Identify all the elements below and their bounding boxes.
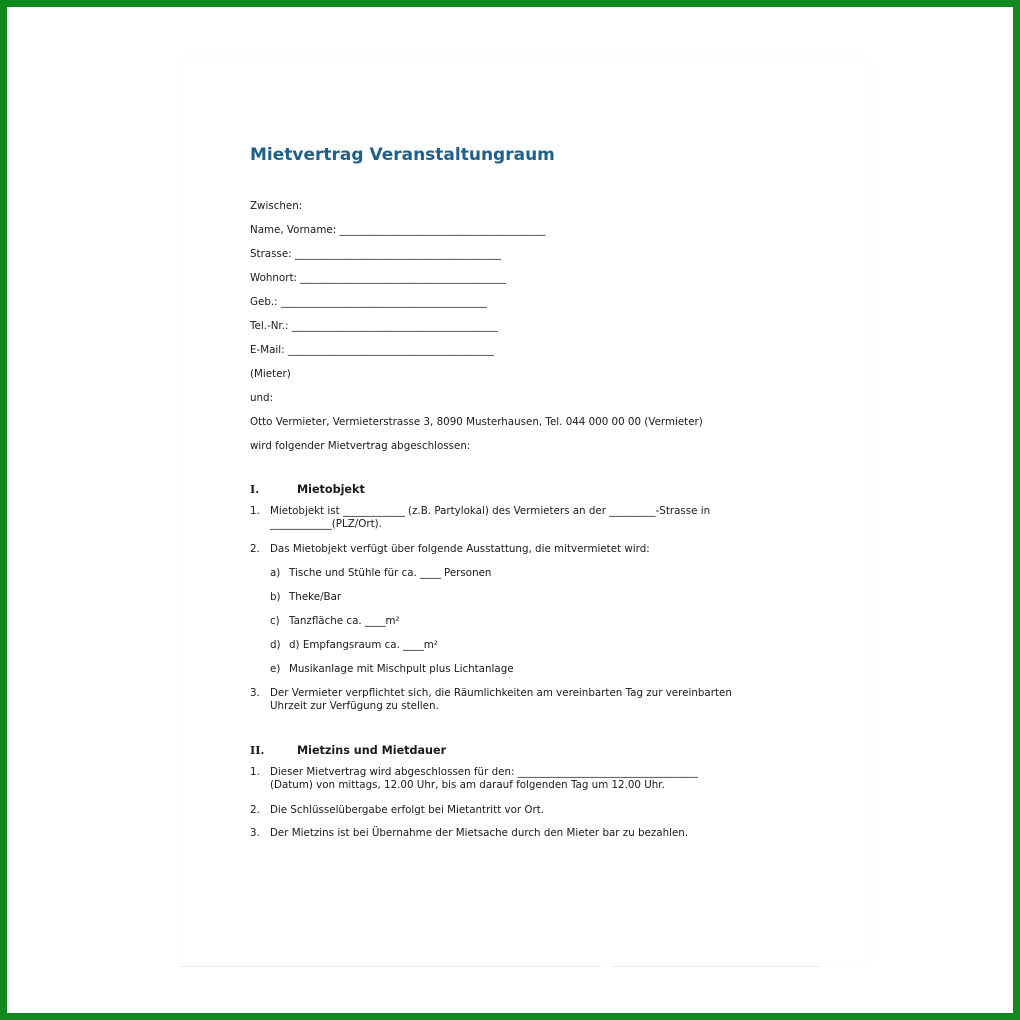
- section-1-item: [250, 687, 770, 713]
- section-2-title: Mietzins und Mietdauer: [297, 744, 447, 757]
- equipment-letter: c): [270, 615, 280, 627]
- equipment-text: Tanzfläche ca. ____m²: [289, 615, 400, 627]
- item-number: 2.: [250, 804, 260, 816]
- item-text: Die Schlüsselübergabe erfolgt bei Mietantritt vor Ort.: [270, 804, 545, 816]
- name-field: Name, Vorname: ________________________________________: [250, 224, 546, 236]
- item-number: 1.: [250, 505, 260, 517]
- equipment-item: [270, 663, 514, 676]
- intro-line: wird folgender Mietvertrag abgeschlossen:: [250, 440, 471, 452]
- tel-field: Tel.-Nr.: ________________________________________: [250, 320, 498, 332]
- mieter-label: (Mieter): [250, 368, 291, 380]
- section-2-number: II.: [250, 743, 265, 757]
- document-title: Mietvertrag Veranstaltungraum: [250, 145, 555, 165]
- equipment-item: [270, 615, 400, 628]
- item-text: Mietobjekt ist ____________ (z.B. Partylokal) des Vermieters an der _________-Strasse in ____________(PLZ/Ort).: [270, 505, 711, 530]
- equipment-letter: e): [270, 663, 281, 675]
- equipment-letter: b): [270, 591, 281, 603]
- item-text: Der Mietzins ist bei Übernahme der Mietsache durch den Mieter bar zu bezahlen.: [270, 827, 689, 839]
- equipment-text: d) Empfangsraum ca. ____m²: [289, 639, 438, 651]
- section-1-item: [250, 505, 770, 531]
- item-text: Das Mietobjekt verfügt über folgende Ausstattung, die mitvermietet wird:: [270, 543, 650, 555]
- zwischen-label: Zwischen:: [250, 200, 303, 212]
- email-field: E-Mail: ________________________________________: [250, 344, 494, 356]
- item-text: Dieser Mietvertrag wird abgeschlossen für den: ___________________________________ (Datum) von mittags, 12.00 Uhr, bis am darauf folgenden Tag um 12.00 Uhr.: [270, 766, 698, 791]
- section-2-heading: [250, 744, 446, 757]
- footer-rule-right: [612, 966, 820, 967]
- section-1-item: [250, 543, 770, 556]
- strasse-field: Strasse: ________________________________________: [250, 248, 501, 260]
- item-text: Der Vermieter verpflichtet sich, die Räumlichkeiten am vereinbarten Tag zur vereinbarten Uhrzeit zur Verfügung zu stellen.: [270, 687, 732, 712]
- und-label: und:: [250, 392, 274, 404]
- section-2-item: [250, 766, 770, 792]
- equipment-item: [270, 567, 491, 580]
- document-content: [250, 144, 770, 839]
- equipment-text: Theke/Bar: [289, 591, 342, 603]
- section-2-item: [250, 804, 770, 817]
- section-2-item: [250, 827, 770, 840]
- equipment-letter: d): [270, 639, 281, 651]
- footer-rule-left: [180, 966, 600, 967]
- section-1-number: I.: [250, 482, 260, 496]
- equipment-letter: a): [270, 567, 281, 579]
- wohnort-field: Wohnort: ________________________________________: [250, 272, 507, 284]
- item-number: 3.: [250, 827, 260, 839]
- item-number: 1.: [250, 766, 260, 778]
- geb-field: Geb.: ________________________________________: [250, 296, 487, 308]
- section-1-title: Mietobjekt: [297, 483, 365, 496]
- equipment-item: [270, 639, 438, 652]
- item-number: 2.: [250, 543, 260, 555]
- equipment-item: [270, 591, 341, 604]
- vermieter-line: Otto Vermieter, Vermieterstrasse 3, 8090 Musterhausen, Tel. 044 000 00 00 (Vermieter): [250, 416, 703, 428]
- section-1-heading: [250, 483, 365, 496]
- equipment-text: Musikanlage mit Mischpult plus Lichtanlage: [289, 663, 514, 675]
- equipment-text: Tische und Stühle für ca. ____ Personen: [289, 567, 492, 579]
- item-number: 3.: [250, 687, 260, 699]
